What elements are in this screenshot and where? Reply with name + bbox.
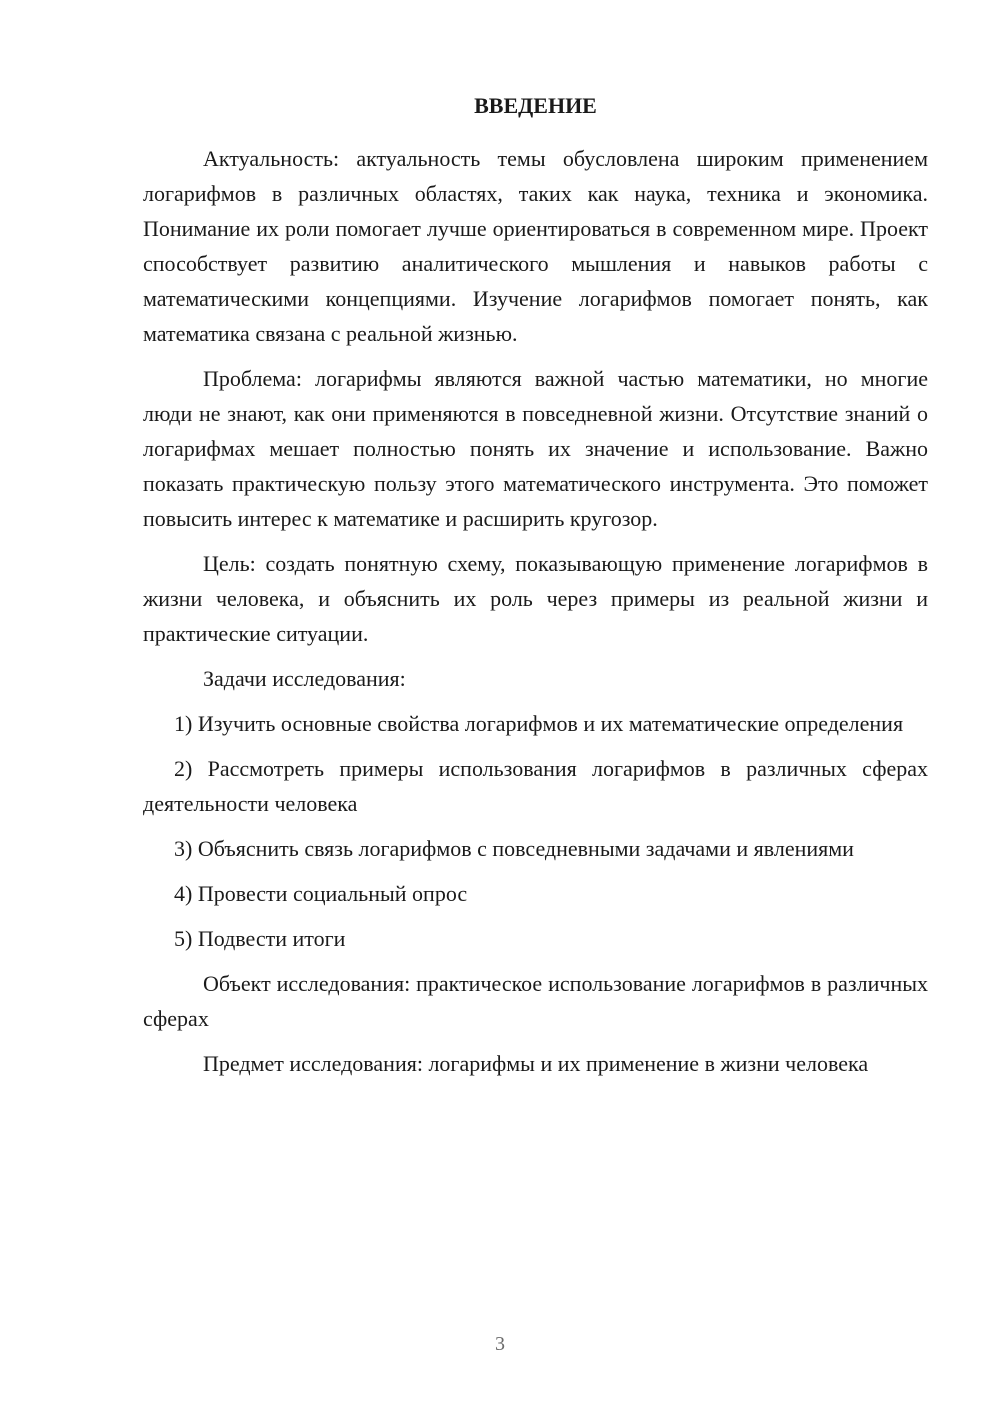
task-item-1: 1) Изучить основные свойства логарифмов и их математические определения <box>174 711 904 737</box>
task-item-3: 3) Объяснить связь логарифмов с повседневными задачами и явлениями <box>174 836 854 862</box>
relevance-paragraph: Актуальность: актуальность темы обусловлена широким применением логарифмов в различных областях, таких как наука, техника и экономика. Понимание их роли помогает лучше ориентироваться в современном мире. Проект способствует развитию аналитического мышления и навыков работы с математическими концепциями. Изучение логарифмов помогает понять, как математика связана с реальной жизнью. <box>143 146 928 347</box>
tasks-heading: Задачи исследования: <box>203 666 406 692</box>
tasks-list <box>143 706 928 956</box>
task-item-2: 2) Рассмотреть примеры использования логарифмов в различных сферах деятельности человека <box>143 756 928 817</box>
task-item-4: 4) Провести социальный опрос <box>174 881 468 907</box>
page-number: 3 <box>495 1333 505 1355</box>
subject-paragraph: Предмет исследования: логарифмы и их применение в жизни человека <box>203 1051 869 1077</box>
document-page <box>143 93 928 1091</box>
goal-paragraph: Цель: создать понятную схему, показывающую применение логарифмов в жизни человека, и объяснить их роль через примеры из реальной жизни и практические ситуации. <box>143 551 928 647</box>
section-title: ВВЕДЕНИЕ <box>474 93 597 118</box>
object-paragraph: Объект исследования: практическое использование логарифмов в различных сферах <box>143 971 928 1032</box>
problem-paragraph: Проблема: логарифмы являются важной частью математики, но многие люди не знают, как они применяются в повседневной жизни. Отсутствие знаний о логарифмах мешает полностью понять их значение и использование. Важно показать практическую пользу этого математического инструмента. Это поможет повысить интерес к математике и расширить кругозор. <box>143 366 928 532</box>
task-item-5: 5) Подвести итоги <box>174 926 346 952</box>
